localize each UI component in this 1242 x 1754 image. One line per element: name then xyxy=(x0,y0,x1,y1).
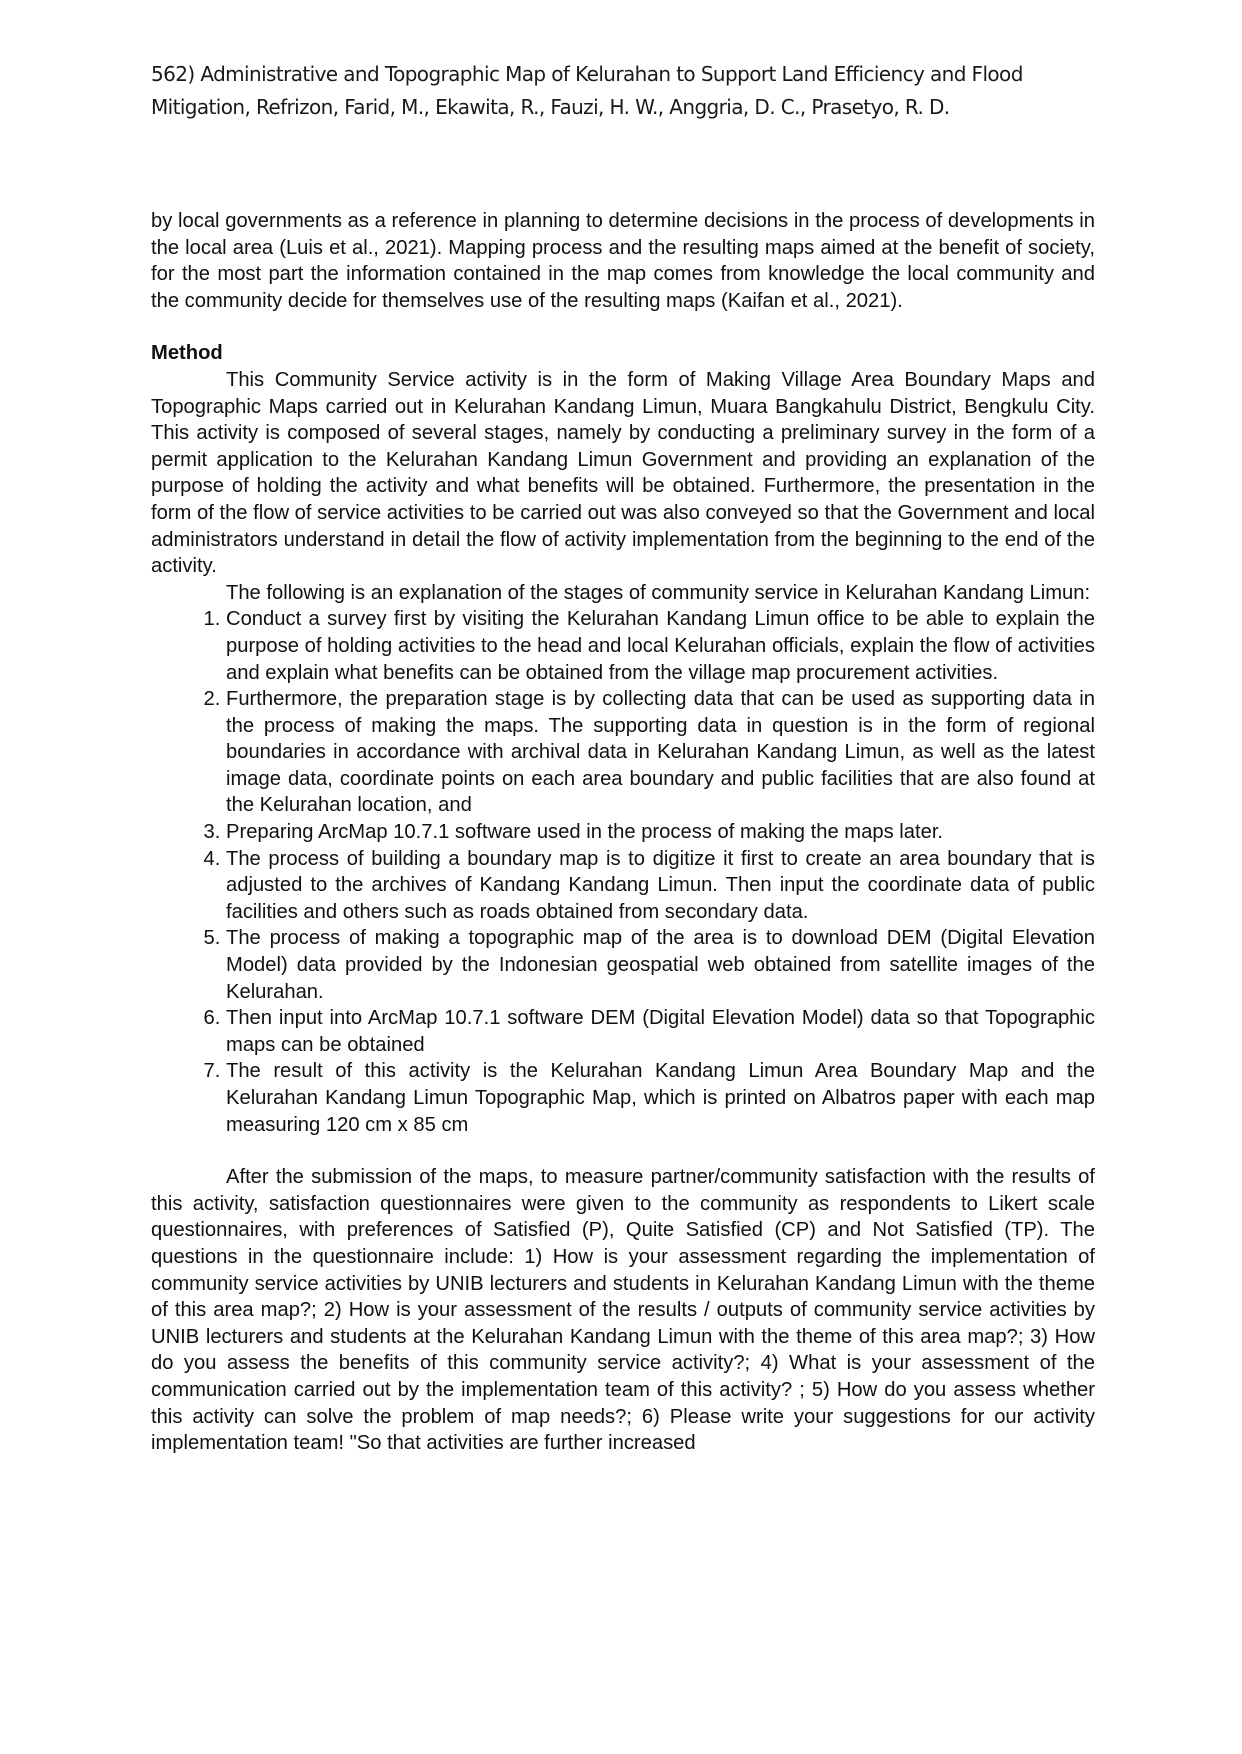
stage-item: 1. Conduct a survey first by visiting the Kelurahan Kandang Limun office to be able to explain the purpose of holding activities to the head and local Kelurahan officials, explain the flow of activities and explain what benefits can be obtained from the village map procurement activities. xyxy=(226,606,1095,686)
paragraph-spacer xyxy=(151,1138,1095,1164)
header-line-1: 562) Administrative and Topographic Map of Kelurahan to Support Land Efficiency and Flood xyxy=(151,62,1023,86)
section-heading-method: Method xyxy=(151,342,223,365)
stage-item: 3. Preparing ArcMap 10.7.1 software used in the process of making the maps later. xyxy=(226,819,1095,846)
stages-list xyxy=(151,606,1095,1138)
stage-item: 4. The process of building a boundary map is to digitize it first to create an area boundary that is adjusted to the archives of Kandang Kandang Limun. Then input the coordinate data of public facilities and others such as roads obtained from secondary data. xyxy=(226,846,1095,926)
stage-item: 6. Then input into ArcMap 10.7.1 software DEM (Digital Elevation Model) data so that Topographic maps can be obtained xyxy=(226,1005,1095,1058)
method-paragraph-3: After the submission of the maps, to measure partner/community satisfaction with the results of this activity, satisfaction questionnaires were given to the community as respondents to Likert scale questionnaires, with preferences of Satisfied (P), Quite Satisfied (CP) and Not Satisfied (TP). The questions in the questionnaire include: 1) How is your assessment regarding the implementation of community service activities by UNIB lecturers and students in Kelurahan Kandang Limun with the theme of this area map?; 2) How is your assessment of the results / outputs of community service activities by UNIB lecturers and students at the Kelurahan Kandang Limun with the theme of this area map?; 3) How do you assess the benefits of this community service activity?; 4) What is your assessment of the communication carried out by the implementation team of this activity? ; 5) How do you assess whether this activity can solve the problem of map needs?; 6) Please write your suggestions for our activity implementation team! "So that activities are further increased xyxy=(151,1166,1095,1455)
running-header xyxy=(151,58,1111,124)
method-paragraph-2: The following is an explanation of the stages of community service in Kelurahan Kandang Limun: xyxy=(226,581,1091,604)
stage-item: 2. Furthermore, the preparation stage is by collecting data that can be used as supporting data in the process of making the maps. The supporting data in question is in the form of regional boundaries in accordance with archival data in Kelurahan Kandang Limun, as well as the latest image data, coordinate points on each area boundary and public facilities that are also found at the Kelurahan location, and xyxy=(226,686,1095,819)
method-paragraph-1: This Community Service activity is in the form of Making Village Area Boundary Maps and Topographic Maps carried out in Kelurahan Kandang Limun, Muara Bangkahulu District, Bengkulu City. This activity is composed of several stages, namely by conducting a preliminary survey in the form of a permit application to the Kelurahan Kandang Limun Government and providing an explanation of the purpose of holding the activity and what benefits will be obtained. Furthermore, the presentation in the form of the flow of service activities to be carried out was also conveyed so that the Government and local administrators understand in detail the flow of activity implementation from the beginning to the end of the activity. xyxy=(151,368,1095,578)
intro-paragraph: by local governments as a reference in planning to determine decisions in the process of developments in the local area (Luis et al., 2021). Mapping process and the resulting maps aimed at the benefit of society, for the most part the information contained in the map comes from knowledge the local community and the community decide for themselves use of the resulting maps (Kaifan et al., 2021). xyxy=(151,210,1095,312)
header-line-2: Mitigation, Refrizon, Farid, M., Ekawita, R., Fauzi, H. W., Anggria, D. C., Prasetyo, R. D. xyxy=(151,95,950,119)
page-body xyxy=(151,208,1095,1457)
stage-item: 5. The process of making a topographic map of the area is to download DEM (Digital Elevation Model) data provided by the Indonesian geospatial web obtained from satellite images of the Kelurahan. xyxy=(226,925,1095,1005)
stage-item: 7. The result of this activity is the Kelurahan Kandang Limun Area Boundary Map and the Kelurahan Kandang Limun Topographic Map, which is printed on Albatros paper with each map measuring 120 cm x 85 cm xyxy=(226,1058,1095,1138)
